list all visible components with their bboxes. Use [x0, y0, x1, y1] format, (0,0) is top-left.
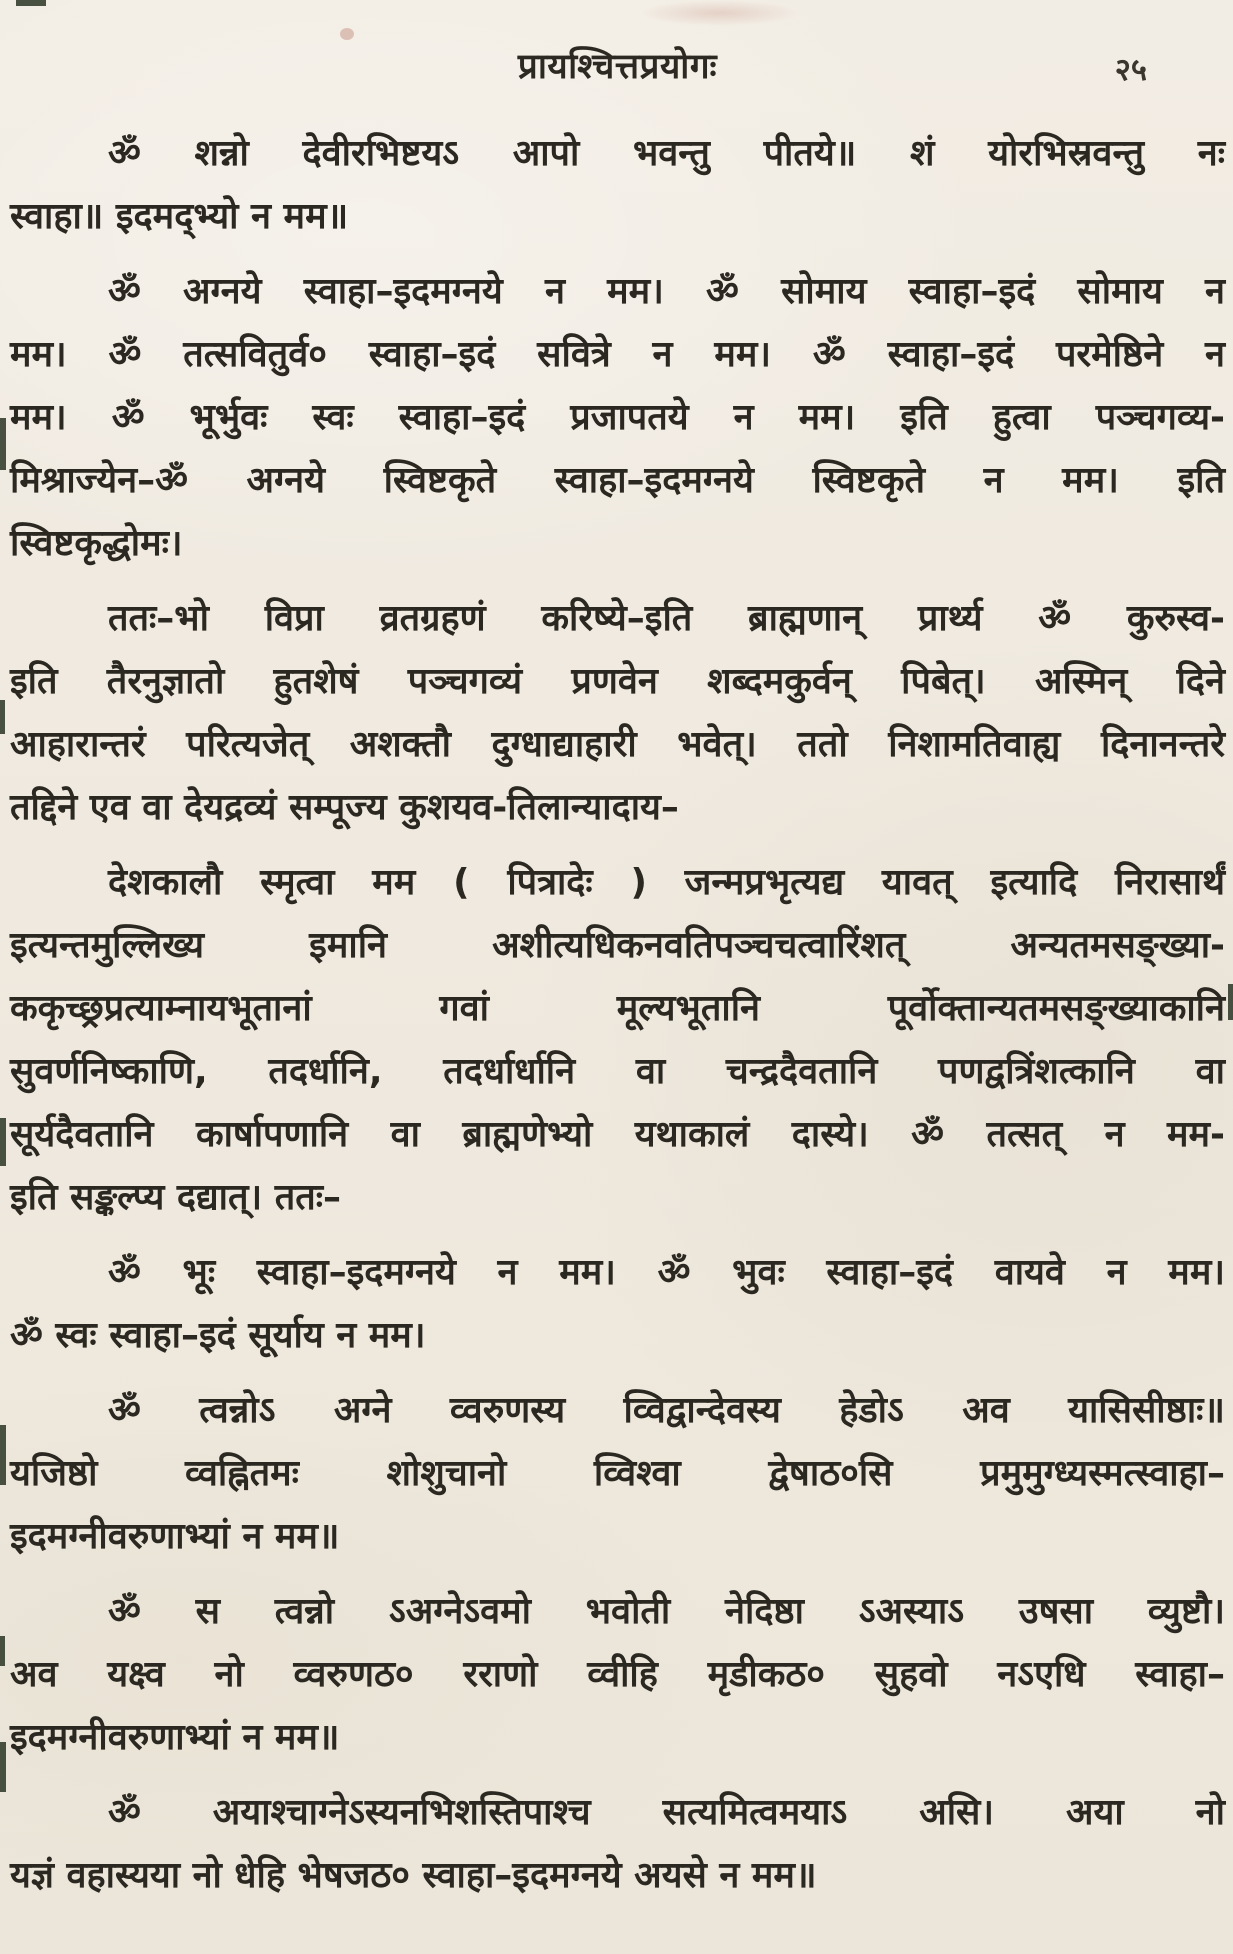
text-line: ॐ अयाश्चाग्नेऽस्यनभिशस्तिपाश्च सत्यमित्वमयाऽ असि। अया नो [108, 1792, 1225, 1833]
text-line: सुवर्णनिष्काणि, तदर्धानि, तदर्धार्धानि वा चन्द्रदैवतानि पणद्वत्रिंशत्कानि वा [10, 1051, 1225, 1092]
text-line: स्विष्टकृद्धोमः। [10, 523, 183, 564]
text-line: स्वाहा॥ इदमद्भ्यो न मम॥ [10, 196, 349, 237]
paragraph [10, 587, 1225, 839]
paragraph [10, 122, 1225, 248]
text-line: ककृच्छ्रप्रत्याम्नायभूतानां गवां मूल्यभूतानि पूर्वोक्तान्यतमसङ्ख्याकानि [10, 988, 1225, 1029]
paragraph [10, 1580, 1225, 1769]
paragraph [10, 1241, 1225, 1367]
text-line: ॐ शन्नो देवीरभिष्टयऽ आपो भवन्तु पीतये॥ शं योरभिस्रवन्तु नः [108, 133, 1225, 174]
text-line: इति सङ्कल्प्य दद्यात्। ततः– [10, 1177, 341, 1218]
text-line: इत्यन्तमुल्लिख्य इमानि अशीत्यधिकनवतिपञ्चचत्वारिंशत् अन्यतमसङ्ख्या- [10, 925, 1225, 966]
paragraph [10, 851, 1225, 1229]
text-line: इदमग्नीवरुणाभ्यां न मम॥ [10, 1516, 340, 1557]
text-line: देशकालौ स्मृत्वा मम ( पित्रादेः ) जन्मप्रभृत्यद्य यावत् इत्यादि निरासार्थं [108, 862, 1225, 903]
page-header [10, 34, 1225, 96]
text-line: ॐ स त्वन्नो ऽअग्नेऽवमो भवोती नेदिष्ठा ऽअस्याऽ उषसा व्युष्टौ। [108, 1591, 1225, 1632]
text-line: मम। ॐ भूर्भुवः स्वः स्वाहा–इदं प्रजापतये न मम। इति हुत्वा पञ्चगव्य- [10, 397, 1225, 438]
text-line: सूर्यदैवतानि कार्षापणानि वा ब्राह्मणेभ्यो यथाकालं दास्ये। ॐ तत्सत् न मम- [10, 1114, 1225, 1155]
text-line: ततः–भो विप्रा व्रतग्रहणं करिष्ये–इति ब्राह्मणान् प्रार्थ्य ॐ कुरुस्व- [108, 598, 1225, 639]
text-line: इदमग्नीवरुणाभ्यां न मम॥ [10, 1717, 340, 1758]
text-line: ॐ भूः स्वाहा–इदमग्नये न मम। ॐ भुवः स्वाहा–इदं वायवे न मम। [108, 1252, 1225, 1293]
text-body [10, 122, 1225, 1907]
page-title: प्रायश्चित्तप्रयोगः [517, 47, 718, 87]
page-number: २५ [1114, 52, 1147, 88]
text-line: इति तैरनुज्ञातो हुतशेषं पञ्चगव्यं प्रणवेन शब्दमकुर्वन् पिबेत्। अस्मिन् दिने [10, 661, 1225, 702]
text-line: मिश्राज्येन–ॐ अग्नये स्विष्टकृते स्वाहा–इदमग्नये स्विष्टकृते न मम। इति [10, 460, 1225, 501]
text-line: अव यक्ष्व नो व्वरुणठ० रराणो व्वीहि मृडीकठ० सुहवो नऽएधि स्वाहा– [10, 1654, 1225, 1695]
text-line: ॐ स्वः स्वाहा–इदं सूर्याय न मम। [10, 1315, 426, 1356]
text-line: यज्ञं वहास्यया नो धेहि भेषजठ० स्वाहा–इदमग्नये अयसे न मम॥ [10, 1855, 817, 1896]
text-line: यजिष्ठो व्वह्नितमः शोशुचानो व्विश्वा द्वेषाठ०सि प्रमुमुग्ध्यस्मत्स्वाहा– [10, 1453, 1225, 1494]
text-line: ॐ अग्नये स्वाहा–इदमग्नये न मम। ॐ सोमाय स्वाहा–इदं सोमाय न [108, 271, 1225, 312]
text-line: ॐ त्वन्नोऽ अग्ने व्वरुणस्य व्विद्वान्देवस्य हेडोऽ अव यासिसीष्ठाः॥ [108, 1390, 1225, 1431]
paragraph [10, 260, 1225, 575]
paragraph [10, 1379, 1225, 1568]
text-line: आहारान्तरं परित्यजेत् अशक्तौ दुग्धाद्याहारी भवेत्। ततो निशामतिवाह्य दिनानन्तरे [10, 724, 1225, 765]
text-line: मम। ॐ तत्सवितुर्व० स्वाहा–इदं सवित्रे न मम। ॐ स्वाहा–इदं परमेष्ठिने न [10, 334, 1225, 375]
text-line: तद्दिने एव वा देयद्रव्यं सम्पूज्य कुशयव-तिलान्यादाय– [10, 787, 679, 828]
paragraph [10, 1781, 1225, 1907]
